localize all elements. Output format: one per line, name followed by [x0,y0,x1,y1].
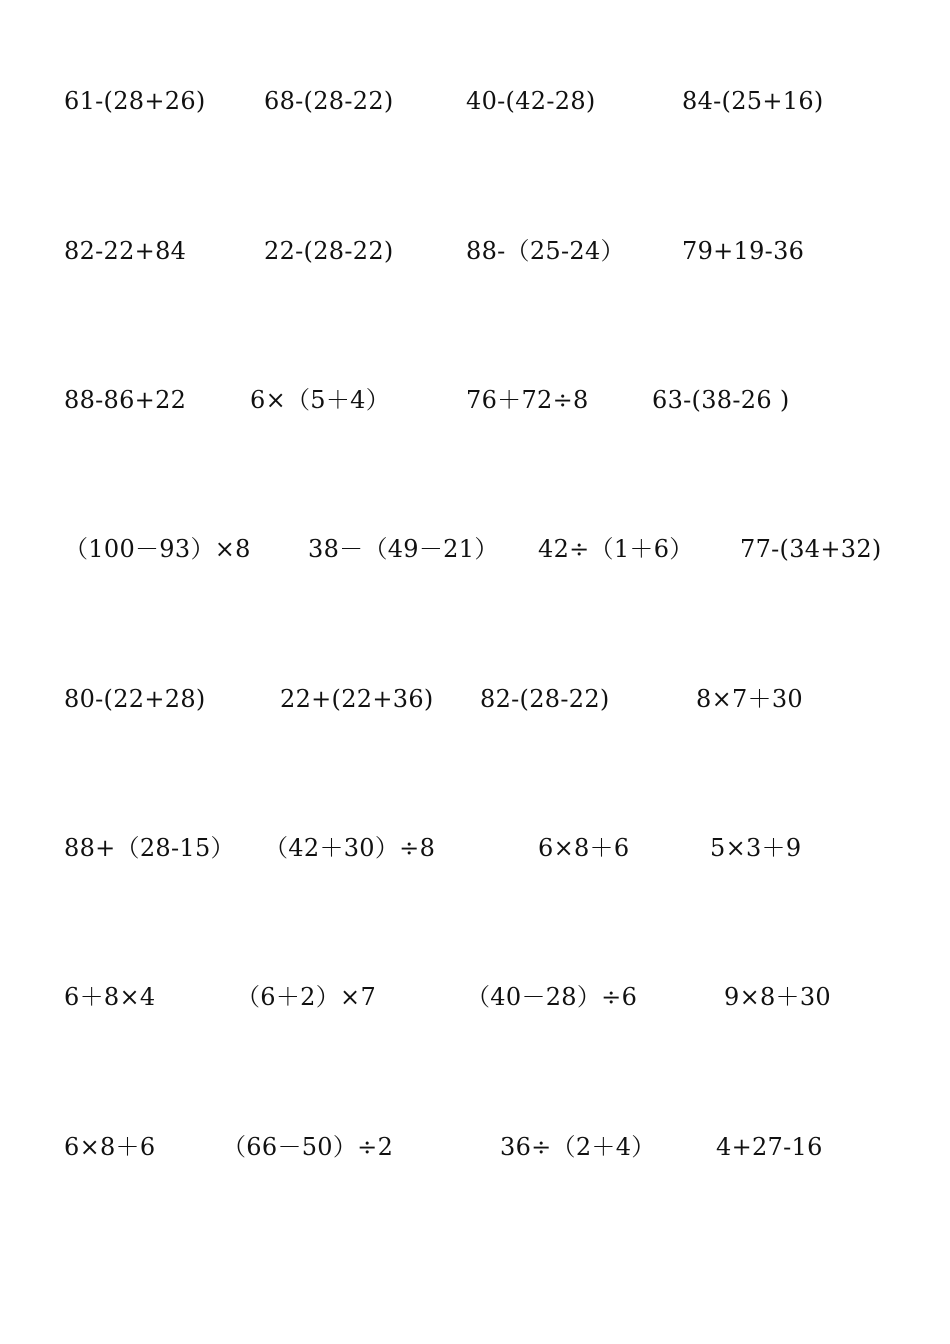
math-problem: 4+27-16 [716,1133,823,1161]
math-problem: 88+（28-15） [64,834,235,862]
math-problem: 80-(22+28) [64,685,206,713]
math-problem: 84-(25+16) [682,87,824,115]
math-problem: （6＋2）×7 [236,983,377,1011]
math-problem: 82-(28-22) [480,685,610,713]
math-problem: 76＋72÷8 [466,386,589,414]
math-problem: （66－50）÷2 [222,1133,394,1161]
math-problem: 9×8＋30 [724,983,831,1011]
math-problem: 77-(34+32) [740,535,882,563]
math-problem: （42＋30）÷8 [264,834,436,862]
problem-row [0,977,950,1017]
math-problem: 6×8＋6 [538,834,630,862]
problem-row [0,679,950,719]
math-problem: 6＋8×4 [64,983,156,1011]
problem-row [0,529,950,569]
math-problem: （100－93）×8 [64,535,251,563]
math-problem: （40－28）÷6 [466,983,638,1011]
problem-row [0,380,950,420]
math-problem: 38－（49－21） [308,535,499,563]
math-problem: 36÷（2＋4） [500,1133,656,1161]
math-problem: 61-(28+26) [64,87,206,115]
math-problem: 79+19-36 [682,237,805,265]
math-problem: 6×（5＋4） [250,386,391,414]
math-problem: 88-86+22 [64,386,187,414]
math-problem: 42÷（1＋6） [538,535,694,563]
math-problem: 6×8＋6 [64,1133,156,1161]
math-problem: 5×3＋9 [710,834,802,862]
math-problem: 68-(28-22) [264,87,394,115]
math-problem: 82-22+84 [64,237,187,265]
problem-row [0,231,950,271]
math-problem: 63-(38-26 ) [652,386,790,414]
math-problem: 22+(22+36) [280,685,434,713]
math-problem: 40-(42-28) [466,87,596,115]
problem-row [0,81,950,121]
problem-row [0,1127,950,1167]
math-problem: 8×7＋30 [696,685,803,713]
math-problem: 88-（25-24） [466,237,625,265]
math-problem: 22-(28-22) [264,237,394,265]
problem-row [0,828,950,868]
